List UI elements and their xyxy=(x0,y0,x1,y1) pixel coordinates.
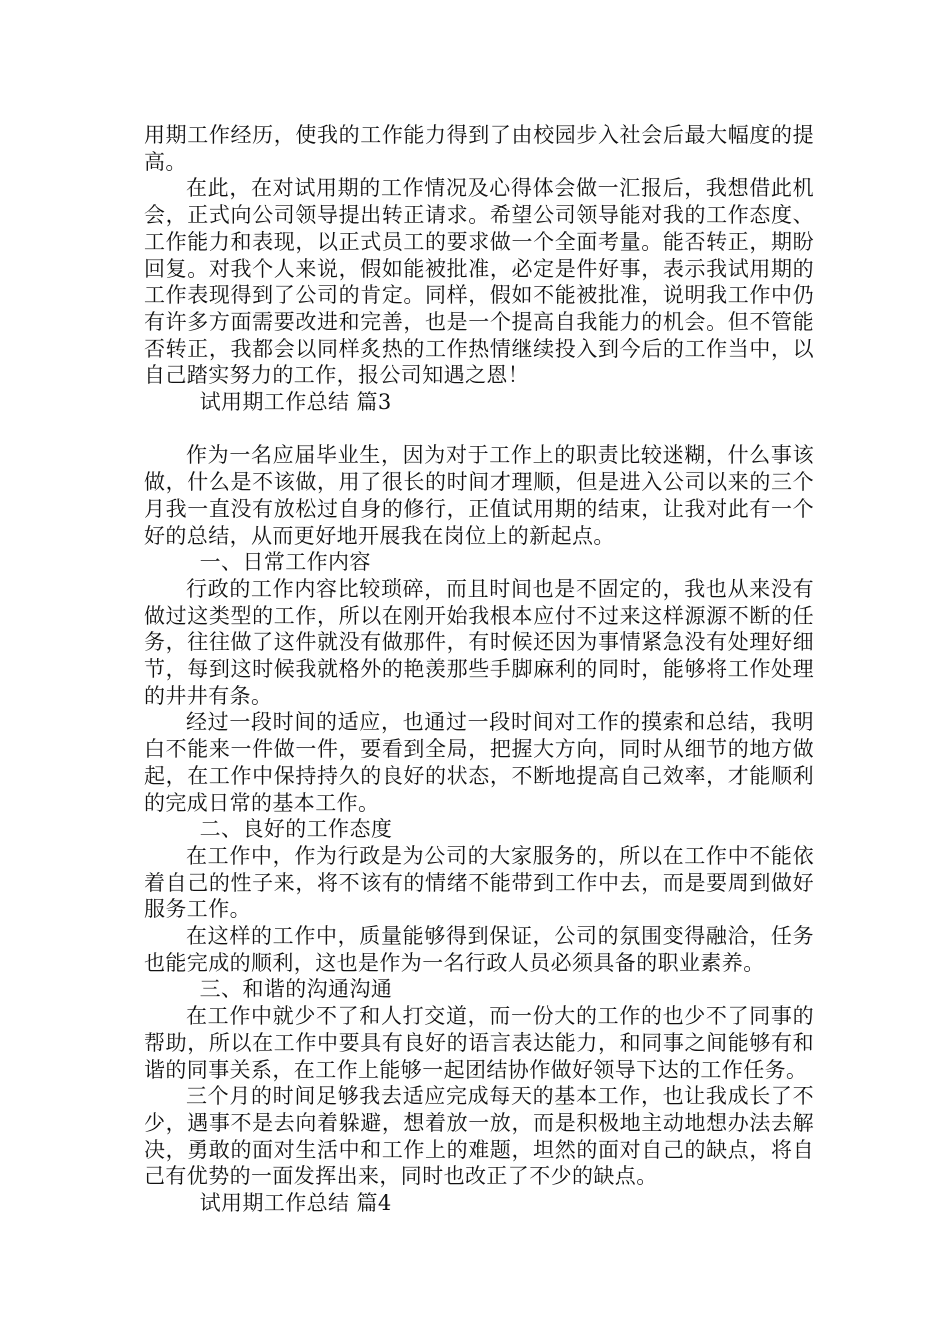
paragraph-summary: 三个月的时间足够我去适应完成每天的基本工作，也让我成长了不少，遇事不是去向着躲避，想着放一放，而是积极地主动地想办法去解决，勇敢的面对生活中和工作上的难题，坦然的面对自己的缺点，将自己有优势的一面发挥出来，同时也改正了不少的缺点。 xyxy=(144,1084,814,1189)
paragraph-continuation: 用期工作经历，使我的工作能力得到了由校园步入社会后最大幅度的提高。 xyxy=(144,123,814,174)
section-title-3: 试用期工作总结 篇3 xyxy=(199,390,392,415)
paragraph-attitude-2: 在这样的工作中，质量能够得到保证，公司的氛围变得融洽，任务也能完成的顺利，这也是作为一名行政人员必须具备的职业素养。 xyxy=(144,924,814,975)
paragraph-daily-work-2: 经过一段时间的适应，也通过一段时间对工作的摸索和总结，我明白不能来一件做一件，要看到全局，把握大方向，同时从细节的地方做起，在工作中保持持久的良好的状态，不断地提高自己效率，才能顺利的完成日常的基本工作。 xyxy=(144,710,814,815)
paragraph-intro: 作为一名应届毕业生，因为对于工作上的职责比较迷糊，什么事该做，什么是不该做，用了很长的时间才理顺，但是进入公司以来的三个月我一直没有放松过自身的修行，正值试用期的结束，让我对此有一个好的总结，从而更好地开展我在岗位上的新起点。 xyxy=(144,443,814,548)
heading-daily-work: 一、日常工作内容 xyxy=(199,550,371,575)
blank-line xyxy=(144,416,814,443)
heading-communication: 三、和谐的沟通沟通 xyxy=(199,977,393,1002)
document-body xyxy=(144,122,814,1217)
paragraph-communication: 在工作中就少不了和人打交道，而一份大的工作的也少不了同事的帮助，所以在工作中要具有良好的语言表达能力，和同事之间能够有和谐的同事关系，在工作上能够一起团结协作做好领导下达的工作任务。 xyxy=(144,1004,814,1082)
section-title-4: 试用期工作总结 篇4 xyxy=(199,1191,392,1216)
paragraph-attitude-1: 在工作中，作为行政是为公司的大家服务的，所以在工作中不能依着自己的性子来，将不该有的情绪不能带到工作中去，而是要周到做好服务工作。 xyxy=(144,843,814,922)
heading-work-attitude: 二、良好的工作态度 xyxy=(199,817,393,842)
paragraph-daily-work-1: 行政的工作内容比较琐碎，而且时间也是不固定的，我也从来没有做过这类型的工作，所以在刚开始我根本应付不过来这样源源不断的任务，往往做了这件就没有做那件，有时候还因为事情紧急没有处理好细节，每到这时候我就格外的艳羡那些手脚麻利的同时，能够将工作处理的井井有条。 xyxy=(144,576,814,708)
paragraph-request: 在此，在对试用期的工作情况及心得体会做一汇报后，我想借此机会，正式向公司领导提出转正请求。希望公司领导能对我的工作态度、工作能力和表现，以正式员工的要求做一个全面考量。能否转正，期盼回复。对我个人来说，假如能被批准，必定是件好事，表示我试用期的工作表现得到了公司的肯定。同样，假如不能被批准，说明我工作中仍有许多方面需要改进和完善，也是一个提高自我能力的机会。但不管能否转正，我都会以同样炙热的工作热情继续投入到今后的工作当中，以自己踏实努力的工作，报公司知遇之恩！ xyxy=(144,176,814,388)
